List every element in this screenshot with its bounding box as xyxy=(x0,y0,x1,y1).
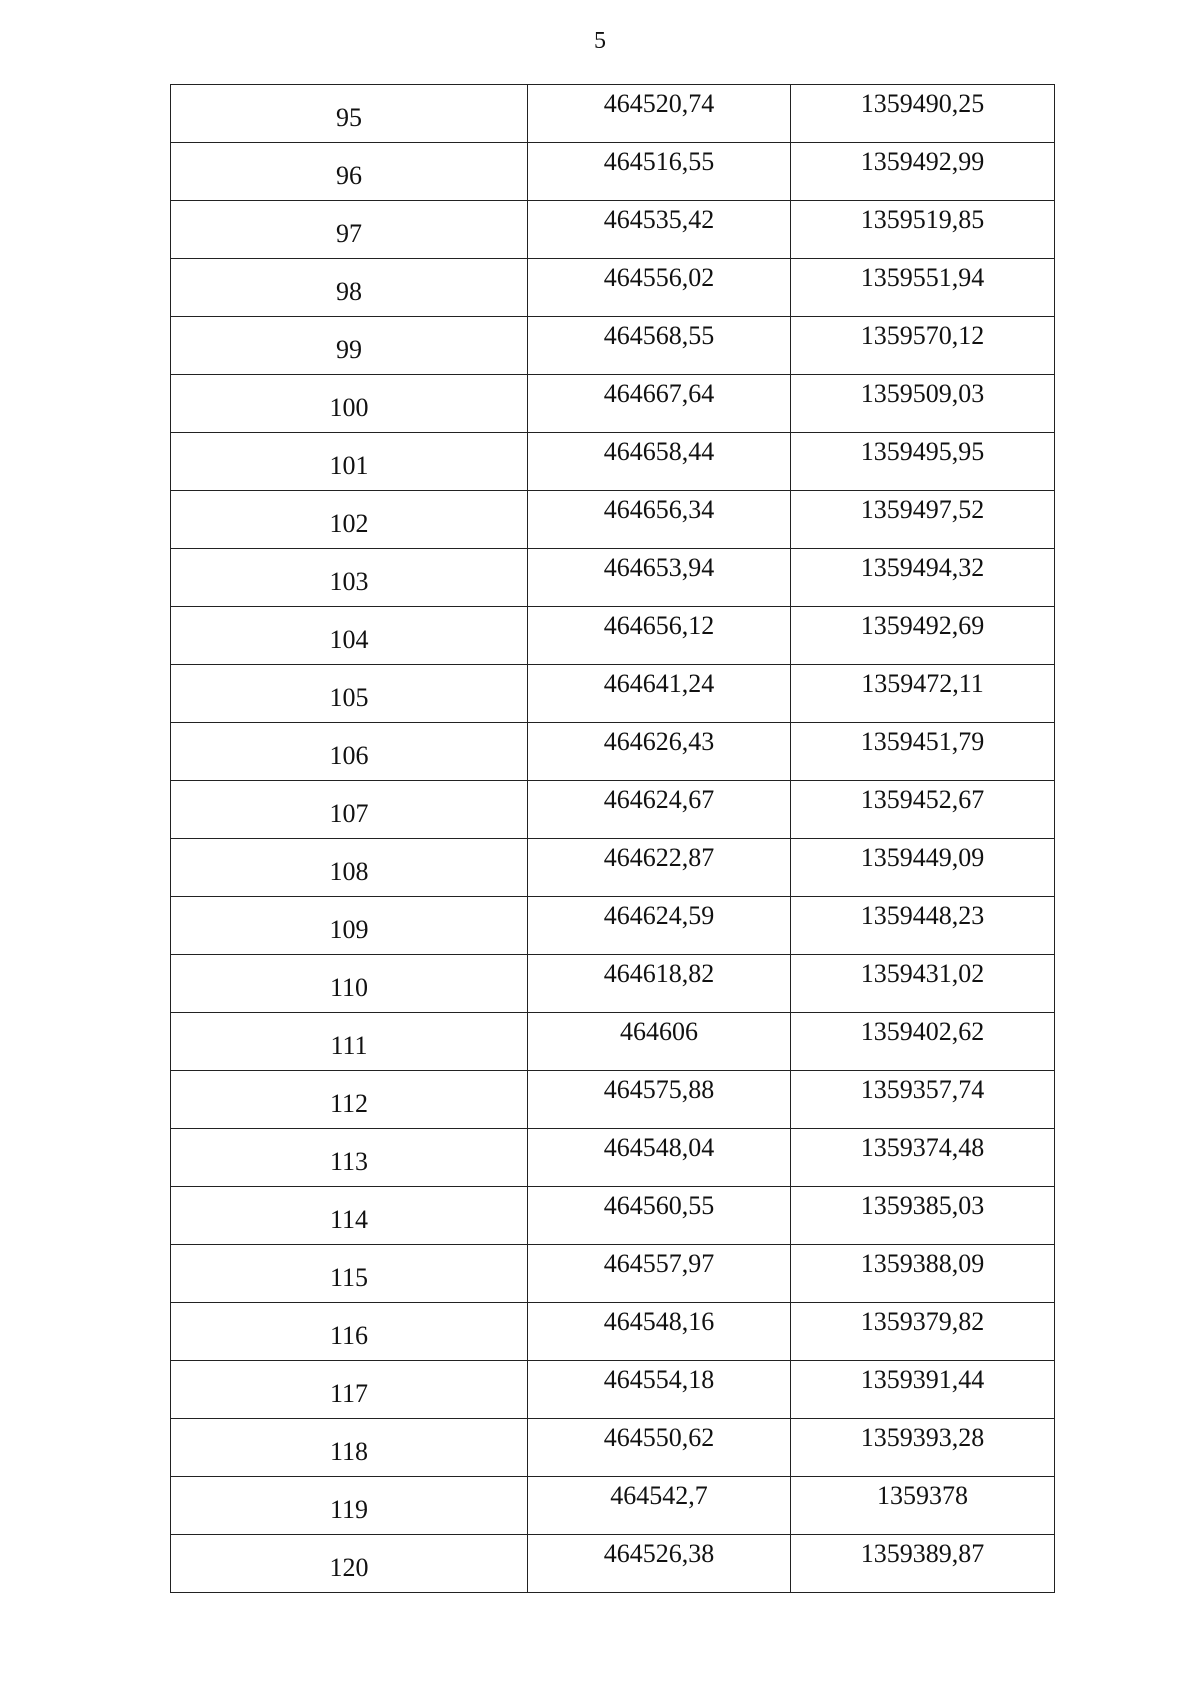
point-number-cell: 116 xyxy=(171,1303,528,1361)
point-number-cell: 107 xyxy=(171,781,528,839)
point-number-cell: 110 xyxy=(171,955,528,1013)
x-coordinate-cell: 464624,59 xyxy=(528,897,791,955)
point-number-cell: 112 xyxy=(171,1071,528,1129)
x-coordinate-cell: 464622,87 xyxy=(528,839,791,897)
y-coordinate-cell: 1359374,48 xyxy=(791,1129,1055,1187)
table-row xyxy=(171,317,1055,375)
y-coordinate-cell: 1359379,82 xyxy=(791,1303,1055,1361)
x-coordinate-cell: 464656,34 xyxy=(528,491,791,549)
y-coordinate-cell: 1359385,03 xyxy=(791,1187,1055,1245)
y-coordinate-cell: 1359492,99 xyxy=(791,143,1055,201)
x-coordinate-cell: 464548,16 xyxy=(528,1303,791,1361)
y-coordinate-cell: 1359389,87 xyxy=(791,1535,1055,1593)
point-number-cell: 105 xyxy=(171,665,528,723)
x-coordinate-cell: 464520,74 xyxy=(528,85,791,143)
table-row xyxy=(171,1535,1055,1593)
x-coordinate-cell: 464618,82 xyxy=(528,955,791,1013)
table-row xyxy=(171,665,1055,723)
table-row xyxy=(171,1187,1055,1245)
x-coordinate-cell: 464535,42 xyxy=(528,201,791,259)
point-number-cell: 106 xyxy=(171,723,528,781)
point-number-cell: 114 xyxy=(171,1187,528,1245)
x-coordinate-cell: 464557,97 xyxy=(528,1245,791,1303)
point-number-cell: 97 xyxy=(171,201,528,259)
x-coordinate-cell: 464667,64 xyxy=(528,375,791,433)
y-coordinate-cell: 1359448,23 xyxy=(791,897,1055,955)
x-coordinate-cell: 464550,62 xyxy=(528,1419,791,1477)
point-number-cell: 101 xyxy=(171,433,528,491)
table-row xyxy=(171,723,1055,781)
table-row xyxy=(171,85,1055,143)
x-coordinate-cell: 464560,55 xyxy=(528,1187,791,1245)
point-number-cell: 95 xyxy=(171,85,528,143)
y-coordinate-cell: 1359449,09 xyxy=(791,839,1055,897)
table-row xyxy=(171,1129,1055,1187)
coordinates-table xyxy=(170,84,1055,1593)
y-coordinate-cell: 1359357,74 xyxy=(791,1071,1055,1129)
table-row xyxy=(171,1071,1055,1129)
x-coordinate-cell: 464516,55 xyxy=(528,143,791,201)
x-coordinate-cell: 464626,43 xyxy=(528,723,791,781)
y-coordinate-cell: 1359495,95 xyxy=(791,433,1055,491)
x-coordinate-cell: 464656,12 xyxy=(528,607,791,665)
x-coordinate-cell: 464658,44 xyxy=(528,433,791,491)
point-number-cell: 120 xyxy=(171,1535,528,1593)
y-coordinate-cell: 1359451,79 xyxy=(791,723,1055,781)
y-coordinate-cell: 1359490,25 xyxy=(791,85,1055,143)
y-coordinate-cell: 1359402,62 xyxy=(791,1013,1055,1071)
point-number-cell: 102 xyxy=(171,491,528,549)
point-number-cell: 117 xyxy=(171,1361,528,1419)
y-coordinate-cell: 1359378 xyxy=(791,1477,1055,1535)
table-row xyxy=(171,201,1055,259)
table-row xyxy=(171,1013,1055,1071)
table-row xyxy=(171,1361,1055,1419)
table-row xyxy=(171,433,1055,491)
point-number-cell: 113 xyxy=(171,1129,528,1187)
point-number-cell: 99 xyxy=(171,317,528,375)
y-coordinate-cell: 1359494,32 xyxy=(791,549,1055,607)
x-coordinate-cell: 464568,55 xyxy=(528,317,791,375)
y-coordinate-cell: 1359431,02 xyxy=(791,955,1055,1013)
page-number: 5 xyxy=(594,28,606,54)
coordinates-table-body xyxy=(171,85,1055,1593)
x-coordinate-cell: 464526,38 xyxy=(528,1535,791,1593)
point-number-cell: 119 xyxy=(171,1477,528,1535)
y-coordinate-cell: 1359570,12 xyxy=(791,317,1055,375)
table-row xyxy=(171,1477,1055,1535)
y-coordinate-cell: 1359509,03 xyxy=(791,375,1055,433)
y-coordinate-cell: 1359452,67 xyxy=(791,781,1055,839)
table-row xyxy=(171,549,1055,607)
y-coordinate-cell: 1359472,11 xyxy=(791,665,1055,723)
table-row xyxy=(171,1245,1055,1303)
x-coordinate-cell: 464624,67 xyxy=(528,781,791,839)
x-coordinate-cell: 464554,18 xyxy=(528,1361,791,1419)
x-coordinate-cell: 464653,94 xyxy=(528,549,791,607)
table-row xyxy=(171,375,1055,433)
table-row xyxy=(171,781,1055,839)
table-row xyxy=(171,143,1055,201)
point-number-cell: 115 xyxy=(171,1245,528,1303)
x-coordinate-cell: 464542,7 xyxy=(528,1477,791,1535)
y-coordinate-cell: 1359391,44 xyxy=(791,1361,1055,1419)
table-row xyxy=(171,955,1055,1013)
table-row xyxy=(171,1419,1055,1477)
y-coordinate-cell: 1359519,85 xyxy=(791,201,1055,259)
x-coordinate-cell: 464556,02 xyxy=(528,259,791,317)
point-number-cell: 103 xyxy=(171,549,528,607)
table-row xyxy=(171,897,1055,955)
x-coordinate-cell: 464548,04 xyxy=(528,1129,791,1187)
table-row xyxy=(171,607,1055,665)
table-row xyxy=(171,839,1055,897)
y-coordinate-cell: 1359497,52 xyxy=(791,491,1055,549)
table-row xyxy=(171,259,1055,317)
y-coordinate-cell: 1359492,69 xyxy=(791,607,1055,665)
point-number-cell: 111 xyxy=(171,1013,528,1071)
y-coordinate-cell: 1359551,94 xyxy=(791,259,1055,317)
table-row xyxy=(171,491,1055,549)
x-coordinate-cell: 464606 xyxy=(528,1013,791,1071)
point-number-cell: 109 xyxy=(171,897,528,955)
y-coordinate-cell: 1359393,28 xyxy=(791,1419,1055,1477)
point-number-cell: 98 xyxy=(171,259,528,317)
x-coordinate-cell: 464641,24 xyxy=(528,665,791,723)
point-number-cell: 100 xyxy=(171,375,528,433)
point-number-cell: 104 xyxy=(171,607,528,665)
point-number-cell: 118 xyxy=(171,1419,528,1477)
point-number-cell: 108 xyxy=(171,839,528,897)
table-row xyxy=(171,1303,1055,1361)
y-coordinate-cell: 1359388,09 xyxy=(791,1245,1055,1303)
point-number-cell: 96 xyxy=(171,143,528,201)
x-coordinate-cell: 464575,88 xyxy=(528,1071,791,1129)
